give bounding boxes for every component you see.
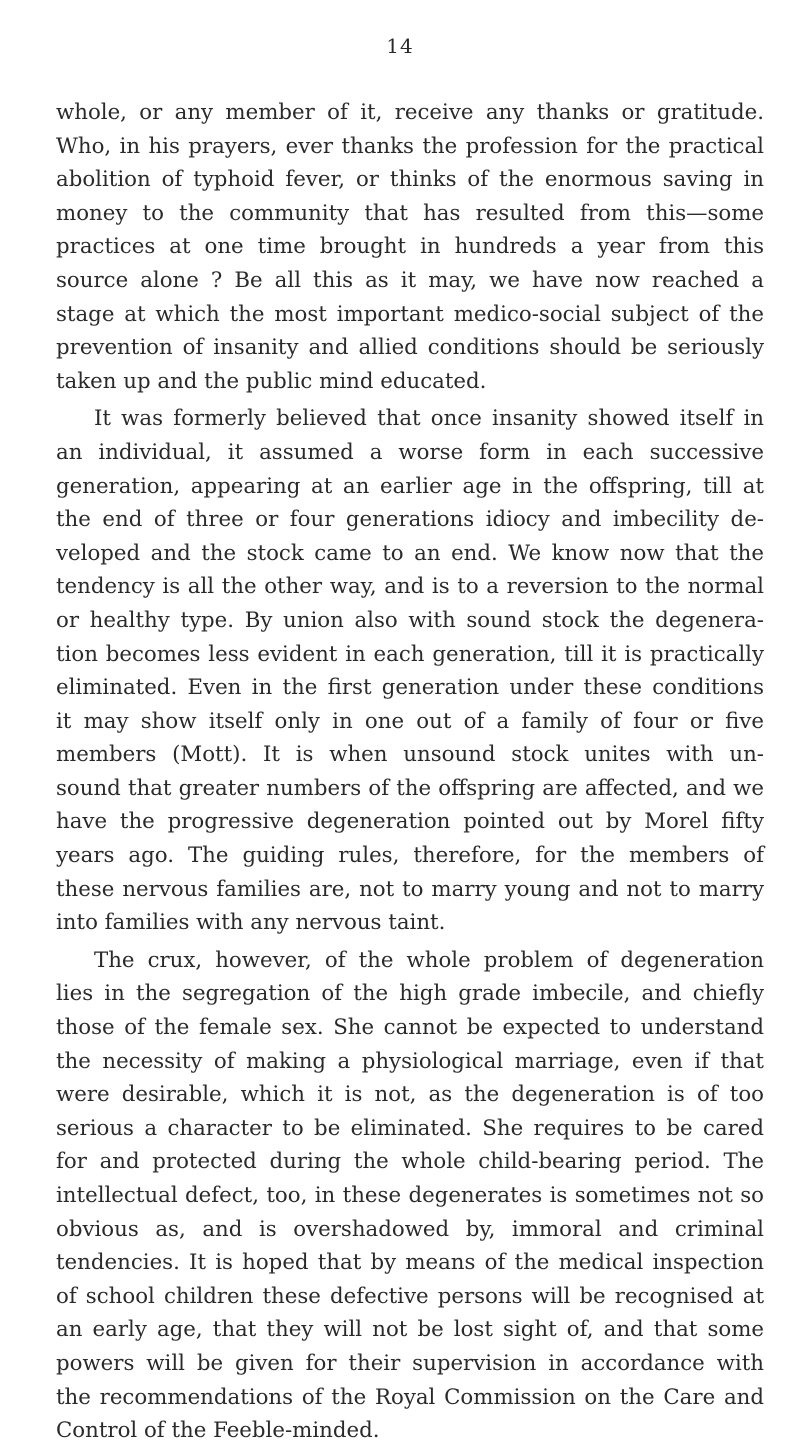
text-line: intellectual defect, too, in these degenerates is sometimes not so	[56, 1183, 764, 1208]
text-line: generation, appearing at an earlier age in the offspring, till at	[56, 473, 764, 499]
text-line: whole, or any member of it, receive any thanks or gratitude.	[56, 100, 764, 125]
paragraph	[56, 944, 764, 1448]
text-line: taken up and the public mind educated.	[56, 368, 487, 394]
text-line: it may show itself only in one out of a family of four or five	[56, 708, 764, 734]
text-line: obvious as, and is overshadowed by, immoral and criminal	[56, 1216, 764, 1242]
text-line: source alone ? Be all this as it may, we have now reached a	[56, 267, 764, 293]
text-line: of school children these defective persons will be recognised at	[56, 1283, 764, 1309]
text-line: Control of the Feeble-minded.	[56, 1418, 380, 1444]
text-line: lies in the segregation of the high grade imbecile, and chiefly	[56, 981, 764, 1007]
text-line: the end of three or four generations idiocy and imbecility de-	[56, 507, 764, 533]
text-line: sound that greater numbers of the offspring are affected, and we	[56, 775, 764, 801]
text-line: members (Mott). It is when unsound stock unites with un-	[56, 742, 764, 768]
paragraph	[56, 402, 764, 940]
text-line: veloped and the stock came to an end. We know now that the	[56, 540, 764, 566]
page-number: 14	[386, 34, 414, 58]
text-line: It was formerly believed that once insanity showed itself in	[94, 406, 764, 432]
text-line: into families with any nervous taint.	[56, 910, 446, 936]
text-line: tendencies. It is hoped that by means of the medical inspection	[56, 1250, 764, 1276]
text-line: for and protected during the whole child-bearing period. The	[56, 1149, 764, 1175]
text-line: money to the community that has resulted from this—some	[56, 200, 764, 226]
text-line: The crux, however, of the whole problem of degeneration	[94, 947, 764, 973]
text-line: were desirable, which it is not, as the degeneration is of too	[56, 1082, 764, 1108]
text-line: an early age, that they will not be lost sight of, and that some	[56, 1317, 764, 1343]
text-line: serious a character to be eliminated. She requires to be cared	[56, 1115, 764, 1141]
text-line: those of the female sex. She cannot be expected to understand	[56, 1015, 764, 1041]
text-line: stage at which the most important medico-social subject of the	[56, 301, 764, 327]
text-line: eliminated. Even in the first generation under these conditions	[56, 675, 764, 701]
text-line: tendency is all the other way, and is to a reversion to the normal	[56, 574, 764, 600]
text-line: Who, in his prayers, ever thanks the profession for the practical	[56, 133, 764, 159]
body-text	[56, 96, 764, 1448]
text-line: have the progressive degeneration pointed out by Morel fifty	[56, 809, 764, 835]
text-line: tion becomes less evident in each generation, till it is practically	[56, 641, 764, 667]
text-line: an individual, it assumed a worse form in each successive	[56, 439, 764, 465]
text-line: powers will be given for their supervision in accordance with	[56, 1350, 764, 1376]
text-line: the recommendations of the Royal Commission on the Care and	[56, 1384, 764, 1410]
text-line: abolition of typhoid fever, or thinks of the enormous saving in	[56, 167, 764, 193]
text-line: practices at one time brought in hundreds a year from this	[56, 234, 764, 260]
paragraph	[56, 96, 764, 398]
text-line: these nervous families are, not to marry young and not to marry	[56, 876, 764, 902]
text-line: years ago. The guiding rules, therefore, for the members of	[56, 843, 764, 869]
text-line: prevention of insanity and allied conditions should be seriously	[56, 335, 764, 361]
text-line: or healthy type. By union also with sound stock the degenera-	[56, 607, 764, 633]
text-line: the necessity of making a physiological marriage, even if that	[56, 1048, 764, 1074]
